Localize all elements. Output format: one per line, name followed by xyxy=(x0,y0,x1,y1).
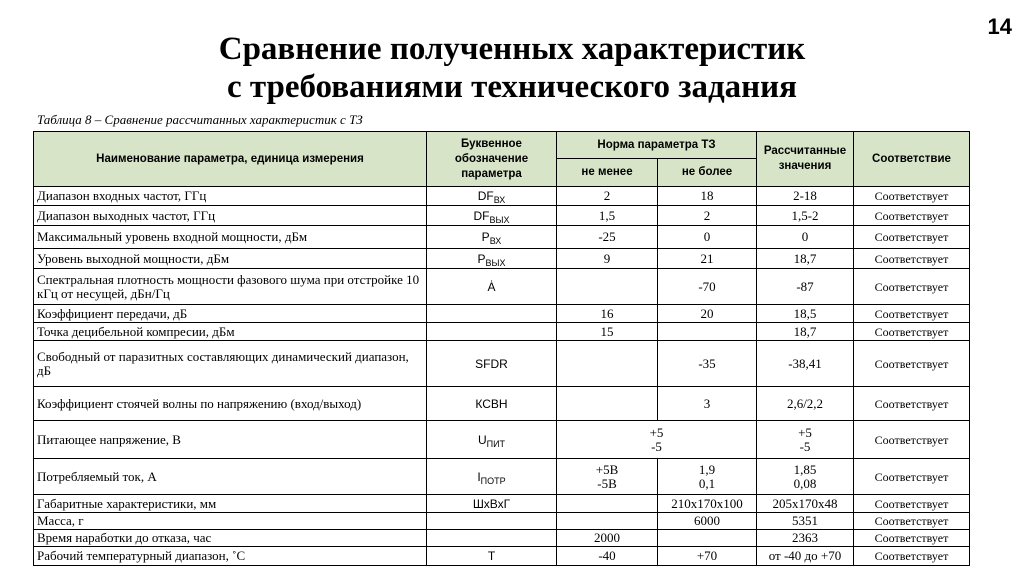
table-header-row xyxy=(34,132,970,159)
norm-min xyxy=(557,341,658,387)
match-status: Соответствует xyxy=(854,206,970,226)
param-name: Рабочий температурный диапазон, ˚С xyxy=(34,547,427,566)
header-min: не менее xyxy=(557,159,658,187)
calc-value: 1,85 0,08 xyxy=(757,459,854,495)
norm-max: -35 xyxy=(658,341,757,387)
match-status: Соответствует xyxy=(854,421,970,459)
norm-max: 210х170х100 xyxy=(658,495,757,513)
table-row xyxy=(34,249,970,269)
norm-max: +70 xyxy=(658,547,757,566)
norm-max xyxy=(658,323,757,341)
calc-value: 1,5-2 xyxy=(757,206,854,226)
norm-max: 1,9 0,1 xyxy=(658,459,757,495)
match-status: Соответствует xyxy=(854,323,970,341)
table-row xyxy=(34,269,970,305)
norm-min xyxy=(557,495,658,513)
slide-number: 14 xyxy=(987,14,1012,39)
table-row xyxy=(34,341,970,387)
norm-min: 2000 xyxy=(557,530,658,547)
norm-max xyxy=(658,530,757,547)
calc-value: 2,6/2,2 xyxy=(757,387,854,421)
norm-min xyxy=(557,269,658,305)
norm-min: 1,5 xyxy=(557,206,658,226)
match-status: Соответствует xyxy=(854,226,970,249)
calc-value: 5351 xyxy=(757,513,854,530)
header-symbol: Буквенное обозначение параметра xyxy=(427,132,557,187)
table-row xyxy=(34,206,970,226)
table-row xyxy=(34,495,970,513)
norm-min: 16 xyxy=(557,305,658,323)
match-status: Соответствует xyxy=(854,269,970,305)
table-row xyxy=(34,459,970,495)
norm-min xyxy=(557,513,658,530)
calc-value: 18,7 xyxy=(757,323,854,341)
param-symbol xyxy=(427,305,557,323)
match-status: Соответствует xyxy=(854,459,970,495)
param-name: Максимальный уровень входной мощности, дБм xyxy=(34,226,427,249)
param-symbol: $DF_{ВХ}$ xyxy=(427,187,557,206)
param-name: Диапазон выходных частот, ГГц xyxy=(34,206,427,226)
param-symbol: SFDR xyxy=(427,341,557,387)
title-line-1: Сравнение полученных характеристик xyxy=(218,31,806,67)
match-status: Соответствует xyxy=(854,387,970,421)
norm-max: 20 xyxy=(658,305,757,323)
calc-value: 18,5 xyxy=(757,305,854,323)
param-symbol xyxy=(427,530,557,547)
norm-max: 0 xyxy=(658,226,757,249)
calc-value: +5 -5 xyxy=(757,421,854,459)
norm-min: 9 xyxy=(557,249,658,269)
calc-value: 0 xyxy=(757,226,854,249)
slide-title xyxy=(0,30,1024,106)
param-symbol: Ȧ xyxy=(427,269,557,305)
param-name: Диапазон входных частот, ГГц xyxy=(34,187,427,206)
norm-max: 18 xyxy=(658,187,757,206)
norm-max: 2 xyxy=(658,206,757,226)
calc-value: 2-18 xyxy=(757,187,854,206)
param-symbol: $U_{ПИТ}$ xyxy=(427,421,557,459)
match-status: Соответствует xyxy=(854,187,970,206)
param-symbol: ШхВхГ xyxy=(427,495,557,513)
param-symbol xyxy=(427,513,557,530)
norm-max: 6000 xyxy=(658,513,757,530)
comparison-table xyxy=(33,131,970,566)
norm-min: +5В -5В xyxy=(557,459,658,495)
match-status: Соответствует xyxy=(854,249,970,269)
param-symbol: $DF_{ВЫХ}$ xyxy=(427,206,557,226)
param-name: Спектральная плотность мощности фазового шума при отстройке 10 кГц от несущей, дБн/Гц xyxy=(34,269,427,305)
table-row xyxy=(34,421,970,459)
param-name: Уровень выходной мощности, дБм xyxy=(34,249,427,269)
param-name: Время наработки до отказа, час xyxy=(34,530,427,547)
calc-value: -38,41 xyxy=(757,341,854,387)
match-status: Соответствует xyxy=(854,547,970,566)
header-max: не более xyxy=(658,159,757,187)
param-symbol: $P_{ВХ}$ xyxy=(427,226,557,249)
param-name: Масса, г xyxy=(34,513,427,530)
header-norm: Норма параметра ТЗ xyxy=(557,132,757,159)
table-row xyxy=(34,530,970,547)
table-row xyxy=(34,226,970,249)
norm-max: -70 xyxy=(658,269,757,305)
match-status: Соответствует xyxy=(854,530,970,547)
norm-min: 2 xyxy=(557,187,658,206)
param-name: Потребляемый ток, А xyxy=(34,459,427,495)
table-row xyxy=(34,305,970,323)
norm-min: 15 xyxy=(557,323,658,341)
param-symbol: $P_{ВЫХ}$ xyxy=(427,249,557,269)
param-symbol xyxy=(427,323,557,341)
header-name: Наименование параметра, единица измерения xyxy=(34,132,427,187)
param-name: Точка децибельной компресии, дБм xyxy=(34,323,427,341)
table-row xyxy=(34,187,970,206)
norm-min xyxy=(557,387,658,421)
param-name: Коэффициент передачи, дБ xyxy=(34,305,427,323)
title-line-2: с требованиями технического задания xyxy=(226,69,798,105)
calc-value: от -40 до +70 xyxy=(757,547,854,566)
table-row xyxy=(34,513,970,530)
match-status: Соответствует xyxy=(854,341,970,387)
header-calc: Рассчитанные значения xyxy=(757,132,854,187)
param-name: Габаритные характеристики, мм xyxy=(34,495,427,513)
calc-value: 2363 xyxy=(757,530,854,547)
param-symbol: $I_{ПОТР}$ xyxy=(427,459,557,495)
norm-max: 3 xyxy=(658,387,757,421)
table-caption: Таблица 8 – Сравнение рассчитанных характеристик с ТЗ xyxy=(37,112,363,127)
norm-min: -40 xyxy=(557,547,658,566)
calc-value: 18,7 xyxy=(757,249,854,269)
norm-max: 21 xyxy=(658,249,757,269)
param-symbol: T xyxy=(427,547,557,566)
calc-value: 205х170х48 xyxy=(757,495,854,513)
calc-value: -87 xyxy=(757,269,854,305)
match-status: Соответствует xyxy=(854,513,970,530)
norm-combined: +5 -5 xyxy=(557,421,757,459)
param-name: Питающее напряжение, В xyxy=(34,421,427,459)
header-match: Соответствие xyxy=(854,132,970,187)
table-row xyxy=(34,323,970,341)
table-row xyxy=(34,387,970,421)
match-status: Соответствует xyxy=(854,305,970,323)
param-symbol: КСВН xyxy=(427,387,557,421)
param-name: Свободный от паразитных составляющих динамический диапазон, дБ xyxy=(34,341,427,387)
table-row xyxy=(34,547,970,566)
match-status: Соответствует xyxy=(854,495,970,513)
param-name: Коэффициент стоячей волны по напряжению (вход/выход) xyxy=(34,387,427,421)
norm-min: -25 xyxy=(557,226,658,249)
